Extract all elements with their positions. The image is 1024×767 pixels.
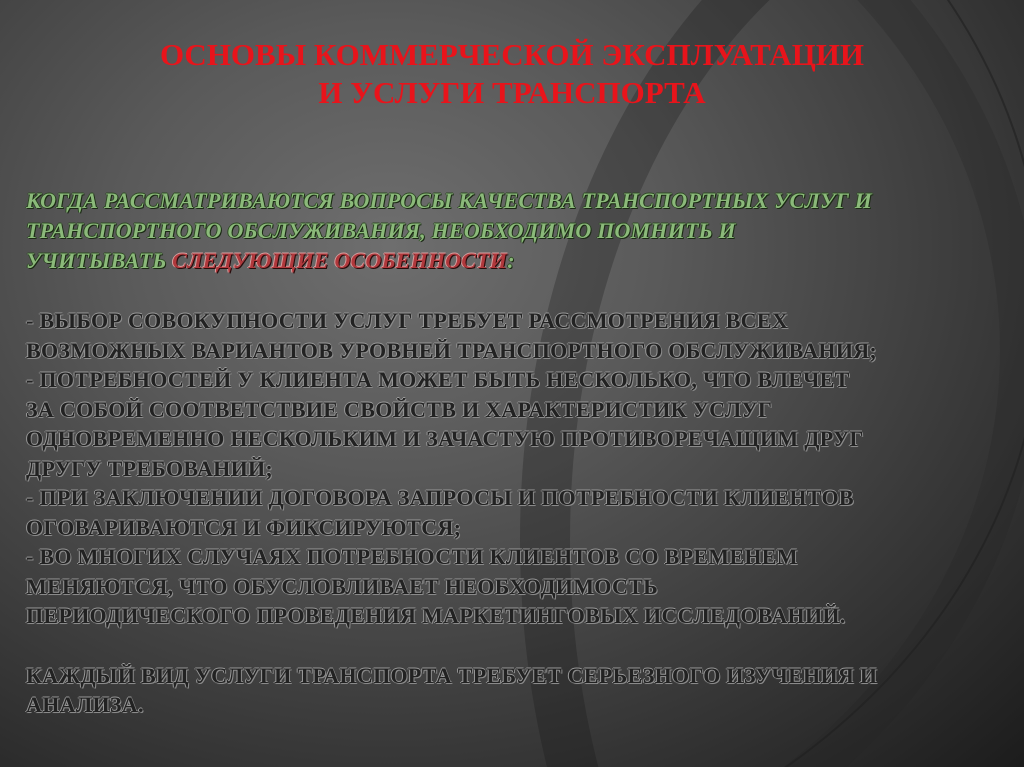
- bullet-list: [26, 306, 1004, 631]
- slide-title: [30, 36, 994, 112]
- bullet-line: - ПРИ ЗАКЛЮЧЕНИИ ДОГОВОРА ЗАПРОСЫ И ПОТРЕБНОСТИ КЛИЕНТОВ: [26, 485, 854, 510]
- conclusion-paragraph: [26, 661, 1004, 720]
- bullet-line: ВОЗМОЖНЫХ ВАРИАНТОВ УРОВНЕЙ ТРАНСПОРТНОГО ОБСЛУЖИВАНИЯ;: [26, 337, 878, 363]
- spacer: [26, 631, 1004, 661]
- bullet-line: ОГОВАРИВАЮТСЯ И ФИКСИРУЮТСЯ;: [26, 514, 462, 540]
- spacer: [26, 276, 1004, 306]
- bullet-line: ОДНОВРЕМЕННО НЕСКОЛЬКИМ И ЗАЧАСТУЮ ПРОТИВОРЕЧАЩИМ ДРУГ: [26, 426, 864, 451]
- intro-line-3: [26, 246, 1004, 276]
- slide-title-line-2: И УСЛУГИ ТРАНСПОРТА: [318, 75, 706, 110]
- intro-suffix: :: [507, 248, 515, 273]
- intro-line-2: ТРАНСПОРТНОГО ОБСЛУЖИВАНИЯ, НЕОБХОДИМО ПОМНИТЬ И: [26, 218, 736, 243]
- bullet-line: - ВО МНОГИХ СЛУЧАЯХ ПОТРЕБНОСТИ КЛИЕНТОВ СО ВРЕМЕНЕМ: [26, 544, 798, 569]
- bullet-line: - ПОТРЕБНОСТЕЙ У КЛИЕНТА МОЖЕТ БЫТЬ НЕСКОЛЬКО, ЧТО ВЛЕЧЕТ: [26, 367, 850, 392]
- bullet-line: ДРУГУ ТРЕБОВАНИЙ;: [26, 455, 274, 481]
- intro-line-1: КОГДА РАССМАТРИВАЮТСЯ ВОПРОСЫ КАЧЕСТВА ТРАНСПОРТНЫХ УСЛУГ И: [26, 188, 873, 213]
- bullet-line: ПЕРИОДИЧЕСКОГО ПРОВЕДЕНИЯ МАРКЕТИНГОВЫХ ИССЛЕДОВАНИЙ.: [26, 603, 846, 628]
- conclusion-line-2: АНАЛИЗА.: [26, 692, 144, 717]
- bullet-line: - ВЫБОР СОВОКУПНОСТИ УСЛУГ ТРЕБУЕТ РАССМОТРЕНИЯ ВСЕХ: [26, 308, 789, 333]
- bullet-line: МЕНЯЮТСЯ, ЧТО ОБУСЛОВЛИВАЕТ НЕОБХОДИМОСТЬ: [26, 573, 658, 599]
- slide-title-line-1: ОСНОВЫ КОММЕРЧЕСКОЙ ЭКСПЛУАТАЦИИ: [159, 37, 865, 72]
- intro-highlight: СЛЕДУЮЩИЕ ОСОБЕННОСТИ: [172, 248, 508, 273]
- conclusion-line-1: КАЖДЫЙ ВИД УСЛУГИ ТРАНСПОРТА ТРЕБУЕТ СЕРЬЕЗНОГО ИЗУЧЕНИЯ И: [26, 662, 878, 688]
- bullet-line: ЗА СОБОЙ СООТВЕТСТВИЕ СВОЙСТВ И ХАРАКТЕРИСТИК УСЛУГ: [26, 396, 773, 422]
- slide-content: [26, 186, 1004, 720]
- intro-paragraph: [26, 186, 1004, 276]
- intro-prefix: УЧИТЫВАТЬ: [26, 248, 173, 273]
